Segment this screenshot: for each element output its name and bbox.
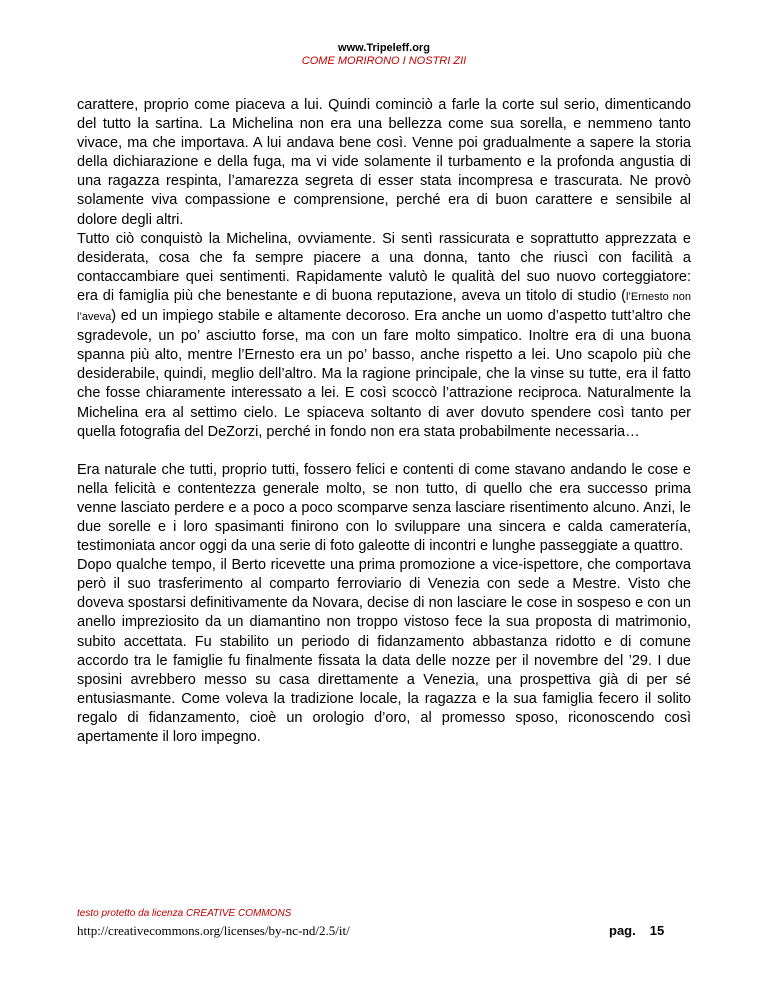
parenthetical-note: l’Ernesto non l’aveva xyxy=(77,290,691,324)
paragraph: Era naturale che tutti, proprio tutti, fossero felici e contenti di come stavano andando le cose e nella felicità e contentezza generale molto, se non tutto, di quello che era successo prima venne lasciato perdere e a poco a poco scomparve senza lasciare risentimento alcuno. Anzi, le due sorelle e i loro spasimanti finirono con lo sviluppare una sincera e calda cameratería, testimoniata ancor oggi da una serie di foto galeotte di incontri e lunghe passeggiate a quattro. xyxy=(77,461,691,555)
document-title: COME MORIRONO I NOSTRI ZII xyxy=(301,55,467,67)
page-header xyxy=(0,42,768,68)
paragraph-text: ) ed un impiego stabile e altamente decoroso. Era anche un uomo d’aspetto tutt’altro che sgradevole, un po’ asciutto forse, ma con un fare molto simpatico. Inoltre era di una buona spanna più alto, mentre l’Ernesto era un po’ basso, anche rispetto a lei. Uno scapolo più che desiderabile, quindi, meglio dell’altro. Ma la ragione principale, che la vinse su tutte, era il fatto che fosse chiaramente interessato a lei. E così scoccò l’attrazione reciproca. Naturalmente la Michelina era al settimo cielo. Le spiaceva soltanto di aver dovuto spendere così tanto per quella fotografia del DeZorzi, perché in fondo non era stata probabilmente necessaria… xyxy=(77,308,691,440)
paragraph: carattere, proprio come piaceva a lui. Quindi cominciò a farle la corte sul serio, dimenticando del tutto la sartina. La Michelina non era una bellezza come sua sorella, e nemmeno tanto vivace, ma che importava. A lui andava bene così. Venne poi gradualmente a sapere la storia della dichiarazione e della fuga, ma vi vide solamente il turbamento e la profonda angustia di una ragazza respinta, l’amarezza segreta di esser stata incompresa e trascurata. Ne provò solamente viva compassione e comprensione, perché era di buon carattere e sensibile al dolore degli altri. xyxy=(77,97,691,228)
body-text xyxy=(77,96,691,747)
paragraph xyxy=(77,230,691,442)
license-link[interactable]: http://creativecommons.org/licenses/by-nc-nd/2.5/it/ xyxy=(77,923,350,938)
license-note: testo protetto da licenza CREATIVE COMMONS xyxy=(77,908,292,919)
site-name: www.Tripeleff.org xyxy=(338,42,430,54)
page-number xyxy=(609,923,664,938)
paragraph-text: Tutto ciò conquistò la Michelina, ovviamente. Si sentì rassicurata e soprattutto apprezzata e desiderata, cosa che fa sempre piacere a una donna, tanto che riuscì con facilità a contaccambiare quei sentimenti. Rapidamente valutò le qualità del suo nuovo corteggiatore: era di famiglia più che benestante e di buona reputazione, aveva un titolo di studio ( xyxy=(77,230,691,304)
page-number-value: 15 xyxy=(649,923,665,938)
page-label: pag. xyxy=(609,923,636,938)
paragraph: Dopo qualche tempo, il Berto ricevette una prima promozione a vice-ispettore, che comportava però il suo trasferimento al comparto ferroviario di Venezia con sede a Mestre. Visto che doveva spostarsi definitivamente da Novara, decise di non lasciare le cose in sospeso e con un anello impreziosito da un diamantino non troppo vistoso fece la sua proposta di matrimonio, subito accettata. Fu stabilito un periodo di fidanzamento abbastanza ridotto e di comune accordo tra le famiglie fu finalmente fissata la data delle nozze per il novembre del ’29. I due sposini avrebbero messo su casa direttamente a Venezia, una prospettiva già di per sé entusiasmante. Come voleva la tradizione locale, la ragazza e la sua famiglia fecero il solito regalo di fidanzamento, cioè un orologio d’oro, al promesso sposo, riconoscendo così apertamente il loro impegno. xyxy=(77,557,691,745)
